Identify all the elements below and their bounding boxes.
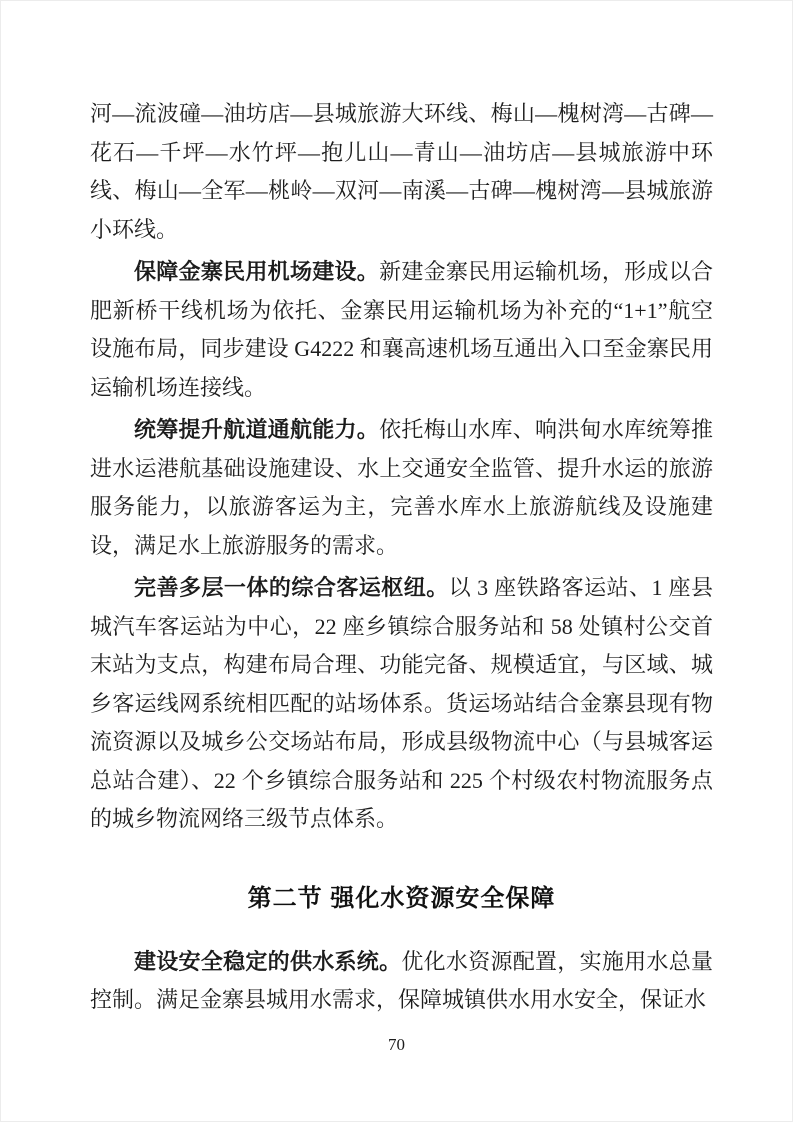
- section-heading: 第二节 强化水资源安全保障: [247, 884, 556, 912]
- paragraph-text: 优化水资源配置，实施用水总量控制。满足金寨县城用水需求，保障城镇供水用水安全，保证水: [90, 948, 713, 1012]
- body-paragraph-waterway: [90, 411, 713, 565]
- paragraph-lead: 完善多层一体的综合客运枢纽。: [134, 575, 449, 600]
- paragraph-text: 河—流波䃥—油坊店—县城旅游大环线、梅山—槐树湾—古碑—花石—千坪—水竹坪—抱儿山—青山—油坊店—县城旅游中环线、梅山—全军—桃岭—双河—南溪—古碑—槐树湾—县城旅游小环线。: [90, 101, 713, 242]
- body-paragraph-water-supply: [90, 943, 713, 1020]
- page-content: [90, 95, 713, 1024]
- paragraph-lead: 建设安全稳定的供水系统。: [134, 948, 402, 974]
- body-paragraph-passenger-hub: [90, 569, 713, 839]
- paragraph-text: 依托梅山水库、响洪甸水库统筹推进水运港航基础设施建设、水上交通安全监管、提升水运的旅游服务能力，以旅游客运为主，完善水库水上旅游航线及设施建设，满足水上旅游服务的需求。: [90, 417, 713, 558]
- page-number: 70: [388, 1035, 405, 1054]
- paragraph-text: 以 3 座铁路客运站、1 座县城汽车客运站为中心，22 座乡镇综合服务站和 58 处镇村公交首末站为支点，构建布局合理、功能完备、规模适宜，与区域、城乡客运线网系统相匹配的站场体系。货运场站结合金寨县现有物流资源以及城乡公交场站布局，形成县级物流中心（与县城客运总站合建）、22 个乡镇综合服务站和 225 个村级农村物流服务点的城乡物流网络三级节点体系。: [90, 575, 713, 831]
- paragraph-lead: 统筹提升航道通航能力。: [134, 417, 380, 442]
- body-paragraph-airport: [90, 253, 713, 407]
- paragraph-text: 新建金寨民用运输机场，形成以合肥新桥干线机场为依托、金寨民用运输机场为补充的“1+1”航空设施布局，同步建设 G4222 和襄高速机场互通出入口至金寨民用运输机场连接线。: [90, 259, 713, 400]
- body-paragraph-route-lines: [90, 95, 713, 249]
- paragraph-lead: 保障金寨民用机场建设。: [134, 259, 380, 284]
